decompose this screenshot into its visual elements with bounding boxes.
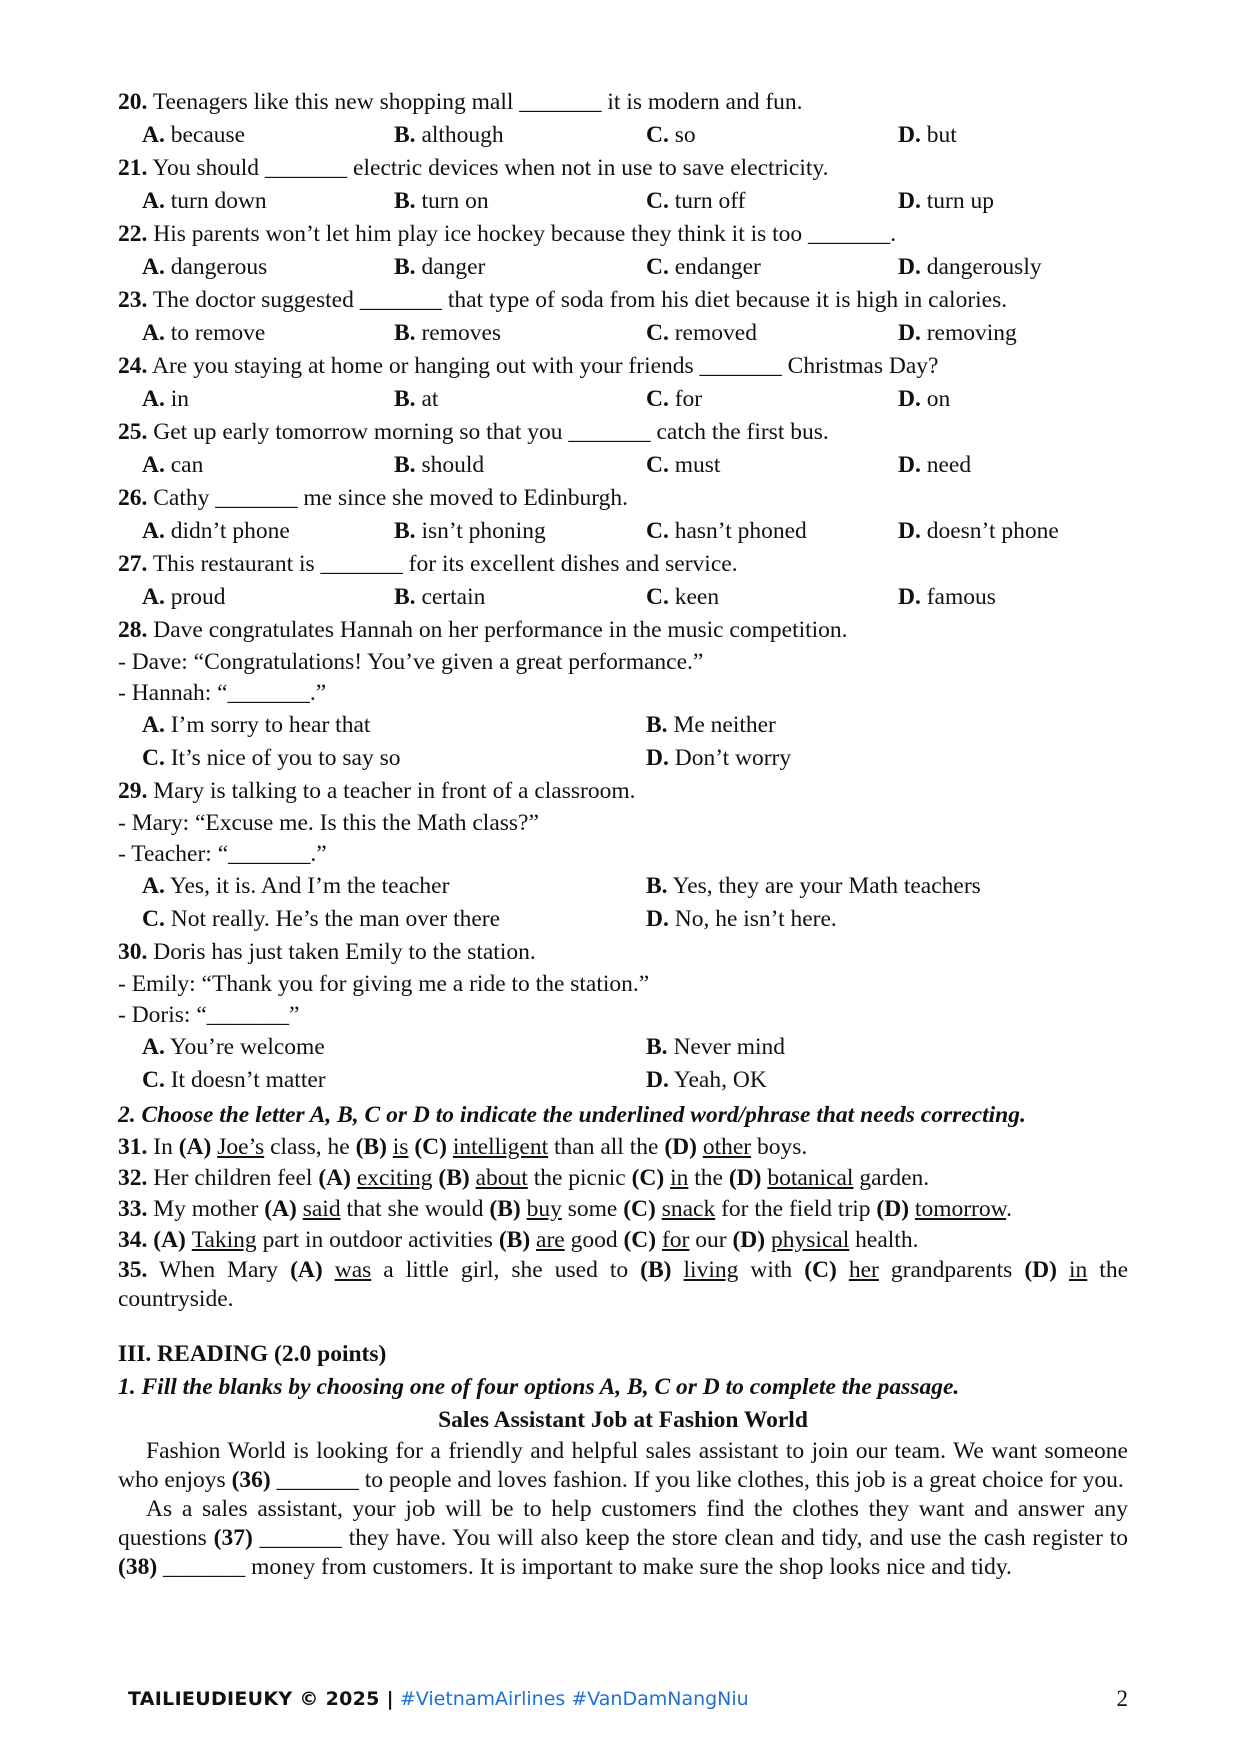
sentence-text: part in outdoor activities <box>256 1227 499 1253</box>
option-text: Not really. He’s the man over there <box>170 906 501 932</box>
error-instruction: 2. Choose the letter A, B, C or D to indicate the underlined word/phrase that needs correcting. <box>118 1102 1026 1128</box>
question-stem <box>118 86 1128 119</box>
option-letter: C. <box>646 122 669 148</box>
sentence-text: grandparents <box>878 1257 1025 1283</box>
options-row <box>118 383 1128 416</box>
underlined-word: are <box>536 1227 565 1253</box>
answer-option <box>142 742 646 775</box>
option-letter: A. <box>142 122 165 148</box>
dialogue-line: - Mary: “Excuse me. Is this the Math class?” <box>118 810 539 836</box>
options-row <box>118 903 1128 936</box>
sentence-text: for the field trip <box>715 1196 877 1222</box>
option-letter: D. <box>898 320 921 346</box>
sentence-text: good <box>564 1227 624 1253</box>
option-text: Yes, it is. And I’m the teacher <box>169 873 450 899</box>
passage-paragraph <box>118 1495 1128 1582</box>
option-text: danger <box>421 254 486 280</box>
error-question <box>118 1194 1128 1225</box>
answer-option <box>898 581 1150 614</box>
option-letter: B. <box>394 386 416 412</box>
option-text: It’s nice of you to say so <box>170 745 401 771</box>
option-marker: (38) <box>118 1554 158 1580</box>
answer-option <box>142 581 394 614</box>
answer-option <box>646 581 898 614</box>
underlined-word: said <box>302 1196 341 1222</box>
options-row <box>118 581 1128 614</box>
option-marker: (C) <box>623 1227 662 1253</box>
options-row <box>118 709 1128 742</box>
option-letter: D. <box>898 518 921 544</box>
answer-option <box>142 383 394 416</box>
option-text: although <box>421 122 504 148</box>
options-row <box>118 185 1128 218</box>
option-marker: (A) <box>153 1227 192 1253</box>
dialogue-line: - Hannah: “_______.” <box>118 680 327 706</box>
question-text: Get up early tomorrow morning so that you _______ catch the first bus. <box>153 419 829 445</box>
question-number: 21. <box>118 155 148 181</box>
answer-option <box>898 515 1150 548</box>
option-text: at <box>421 386 439 412</box>
options-row <box>118 317 1128 350</box>
option-text: to remove <box>170 320 266 346</box>
option-text: I’m sorry to hear that <box>170 712 371 738</box>
option-letter: B. <box>646 1034 668 1060</box>
underlined-word: in <box>1068 1257 1088 1283</box>
answer-option <box>142 515 394 548</box>
option-letter: B. <box>394 584 416 610</box>
question-text: You should _______ electric devices when not in use to save electricity. <box>152 155 829 181</box>
option-letter: D. <box>646 745 669 771</box>
option-text: dangerously <box>926 254 1042 280</box>
options-row <box>118 1064 1128 1097</box>
option-text: dangerous <box>170 254 268 280</box>
option-letter: A. <box>142 386 165 412</box>
options-row <box>118 515 1128 548</box>
underlined-word: buy <box>526 1196 562 1222</box>
sentence-text: health. <box>849 1227 919 1253</box>
question-number: 22. <box>118 221 148 247</box>
underlined-word: Taking <box>191 1227 257 1253</box>
options-row <box>118 251 1128 284</box>
options-row <box>118 1031 1128 1064</box>
answer-option <box>898 185 1150 218</box>
answer-option <box>646 449 898 482</box>
sentence-text: our <box>689 1227 733 1253</box>
question-number: 34. <box>118 1227 148 1253</box>
option-letter: C. <box>142 1067 165 1093</box>
sentence-text: As a sales assistant, your job will be to help customers find the clothes they want and answer any questions <box>118 1496 1128 1551</box>
option-marker: (D) <box>1024 1257 1069 1283</box>
question-text: This restaurant is _______ for its excellent dishes and service. <box>152 551 738 577</box>
option-letter: B. <box>394 254 416 280</box>
option-text: should <box>421 452 485 478</box>
dialogue-line: - Dave: “Congratulations! You’ve given a great performance.” <box>118 649 704 675</box>
question-text: Doris has just taken Emily to the station. <box>153 939 536 965</box>
question-number: 31. <box>118 1134 148 1160</box>
option-letter: C. <box>142 906 165 932</box>
sentence-text: Her children feel <box>153 1165 319 1191</box>
option-letter: C. <box>646 254 669 280</box>
option-text: removed <box>674 320 757 346</box>
option-letter: A. <box>142 188 165 214</box>
option-letter: D. <box>898 386 921 412</box>
sentence-text: some <box>561 1196 624 1222</box>
answer-option <box>142 185 394 218</box>
question-stem <box>118 775 1128 808</box>
option-marker: (A) <box>318 1165 357 1191</box>
option-text: Yes, they are your Math teachers <box>672 873 981 899</box>
option-text: You’re welcome <box>169 1034 325 1060</box>
question-text: Are you staying at home or hanging out with your friends _______ Christmas Day? <box>151 353 939 379</box>
option-marker: (D) <box>664 1134 703 1160</box>
answer-option <box>394 317 646 350</box>
option-letter: A. <box>142 584 165 610</box>
sentence-text: _______ they have. You will also keep the store clean and tidy, and use the cash register to <box>252 1525 1129 1551</box>
option-text: keen <box>674 584 720 610</box>
option-text: Me neither <box>673 712 776 738</box>
option-text: for <box>674 386 703 412</box>
answer-option <box>142 903 646 936</box>
option-letter: D. <box>898 584 921 610</box>
reading-instruction: 1. Fill the blanks by choosing one of four options A, B, C or D to complete the passage. <box>118 1374 960 1400</box>
error-question <box>118 1225 1128 1256</box>
option-marker: (B) <box>438 1165 476 1191</box>
option-letter: B. <box>394 188 416 214</box>
question-stem <box>118 218 1128 251</box>
sentence-text: with <box>738 1257 805 1283</box>
question-stem <box>118 416 1128 449</box>
question-text: Cathy _______ me since she moved to Edinburgh. <box>153 485 628 511</box>
passage-paragraph <box>118 1437 1128 1495</box>
option-letter: C. <box>646 188 669 214</box>
answer-option <box>394 515 646 548</box>
options-row <box>118 870 1128 903</box>
question-stem <box>118 482 1128 515</box>
underlined-word: was <box>334 1257 372 1283</box>
question-text: Teenagers like this new shopping mall _______ it is modern and fun. <box>152 89 803 115</box>
question-number: 20. <box>118 89 148 115</box>
option-text: turn on <box>421 188 489 214</box>
option-marker: (D) <box>732 1227 771 1253</box>
option-text: on <box>926 386 951 412</box>
option-text: hasn’t phoned <box>674 518 807 544</box>
option-text: need <box>926 452 972 478</box>
reading-heading: III. READING (2.0 points) <box>118 1341 387 1367</box>
option-letter: C. <box>646 584 669 610</box>
answer-option <box>646 317 898 350</box>
option-marker: (36) <box>231 1467 271 1493</box>
option-text: Don’t worry <box>674 745 792 771</box>
option-marker: (B) <box>489 1196 527 1222</box>
answer-option <box>394 119 646 152</box>
answer-option <box>394 449 646 482</box>
underlined-word: Joe’s <box>217 1134 265 1160</box>
question-number: 27. <box>118 551 148 577</box>
answer-option <box>646 1031 1146 1064</box>
option-letter: B. <box>394 518 416 544</box>
sentence-text: class, he <box>264 1134 356 1160</box>
option-marker: (C) <box>631 1165 671 1191</box>
option-marker: (C) <box>414 1134 453 1160</box>
underlined-word: in <box>670 1165 689 1191</box>
option-marker: (C) <box>804 1257 849 1283</box>
question-number: 32. <box>118 1165 148 1191</box>
answer-option <box>646 742 1146 775</box>
option-letter: B. <box>394 122 416 148</box>
question-stem <box>118 152 1128 185</box>
question-stem <box>118 284 1128 317</box>
option-text: proud <box>170 584 226 610</box>
option-text: Never mind <box>673 1034 786 1060</box>
answer-option <box>142 251 394 284</box>
sentence-text: that she would <box>340 1196 490 1222</box>
sentence-text: boys. <box>751 1134 808 1160</box>
underlined-word: tomorrow <box>914 1196 1007 1222</box>
answer-option <box>394 581 646 614</box>
sentence-text: garden. <box>853 1165 930 1191</box>
sentence-text: When Mary <box>158 1257 291 1283</box>
answer-option <box>142 449 394 482</box>
page-content <box>118 86 1128 1582</box>
underlined-word: physical <box>770 1227 850 1253</box>
option-marker: (B) <box>355 1134 393 1160</box>
option-letter: C. <box>646 518 669 544</box>
option-text: because <box>170 122 246 148</box>
sentence-text: My mother <box>153 1196 265 1222</box>
option-text: Yeah, OK <box>673 1067 767 1093</box>
option-text: in <box>170 386 190 412</box>
question-number: 29. <box>118 778 148 804</box>
option-marker: (C) <box>623 1196 662 1222</box>
option-text: didn’t phone <box>170 518 290 544</box>
underlined-word: is <box>392 1134 409 1160</box>
option-letter: D. <box>646 906 669 932</box>
question-number: 23. <box>118 287 148 313</box>
underlined-word: intelligent <box>452 1134 549 1160</box>
option-text: turn up <box>926 188 994 214</box>
mcq-section <box>118 86 1128 614</box>
option-marker: (B) <box>640 1257 684 1283</box>
error-section <box>118 1132 1128 1314</box>
option-letter: D. <box>646 1067 669 1093</box>
option-letter: D. <box>898 188 921 214</box>
answer-option <box>142 119 394 152</box>
question-text: The doctor suggested _______ that type of soda from his diet because it is high in calories. <box>152 287 1008 313</box>
option-letter: C. <box>142 745 165 771</box>
answer-option <box>646 119 898 152</box>
question-number: 25. <box>118 419 148 445</box>
option-text: No, he isn’t here. <box>674 906 837 932</box>
answer-option <box>646 709 1146 742</box>
options-row <box>118 119 1128 152</box>
sentence-text: _______ money from customers. It is important to make sure the shop looks nice and tidy. <box>157 1554 1012 1580</box>
sentence-text: In <box>153 1134 179 1160</box>
option-letter: A. <box>142 254 165 280</box>
question-number: 28. <box>118 617 148 643</box>
sentence-text: _______ to people and loves fashion. If you like clothes, this job is a great choice for you. <box>270 1467 1124 1493</box>
question-number: 24. <box>118 353 148 379</box>
answer-option <box>646 251 898 284</box>
option-marker: (A) <box>290 1257 335 1283</box>
error-question <box>118 1132 1128 1163</box>
option-text: but <box>926 122 957 148</box>
question-stem <box>118 936 1128 969</box>
question-number: 26. <box>118 485 148 511</box>
answer-option <box>898 383 1150 416</box>
answer-option <box>142 870 646 903</box>
option-text: must <box>674 452 721 478</box>
underlined-word: about <box>475 1165 528 1191</box>
question-stem <box>118 350 1128 383</box>
option-letter: C. <box>646 386 669 412</box>
option-letter: A. <box>142 452 165 478</box>
option-letter: C. <box>646 452 669 478</box>
underlined-word: exciting <box>356 1165 433 1191</box>
answer-option <box>898 119 1150 152</box>
option-marker: (A) <box>178 1134 218 1160</box>
dialogue-line: - Emily: “Thank you for giving me a ride to the station.” <box>118 971 650 997</box>
option-letter: B. <box>646 873 668 899</box>
sentence-text: Fashion World is looking for a friendly and helpful sales assistant to join our team. We want someone who enjoys <box>118 1438 1128 1493</box>
answer-option <box>646 903 1146 936</box>
underlined-word: botanical <box>767 1165 854 1191</box>
option-letter: A. <box>142 1034 165 1060</box>
option-letter: A. <box>142 712 165 738</box>
underlined-word: for <box>661 1227 690 1253</box>
sentence-text: the <box>688 1165 729 1191</box>
option-text: certain <box>421 584 486 610</box>
answer-option <box>898 449 1150 482</box>
option-letter: B. <box>646 712 668 738</box>
question-stem <box>118 614 1128 647</box>
answer-option <box>142 317 394 350</box>
option-text: It doesn’t matter <box>170 1067 326 1093</box>
sentence-text: than all the <box>548 1134 665 1160</box>
answer-option <box>646 870 1146 903</box>
answer-option <box>646 515 898 548</box>
answer-option <box>898 317 1150 350</box>
footer <box>128 1688 1128 1718</box>
sentence-text: the picnic <box>527 1165 632 1191</box>
option-letter: A. <box>142 873 165 899</box>
underlined-word: snack <box>661 1196 716 1222</box>
options-row <box>118 742 1128 775</box>
option-text: famous <box>926 584 996 610</box>
option-marker: (D) <box>876 1196 915 1222</box>
answer-option <box>646 185 898 218</box>
options-row <box>118 449 1128 482</box>
footer-hashtags: #VietnamAirlines #VanDamNangNiu <box>399 1688 749 1710</box>
dialogue-line: - Teacher: “_______.” <box>118 841 327 867</box>
option-letter: C. <box>646 320 669 346</box>
error-question <box>118 1163 1128 1194</box>
passage <box>118 1437 1128 1582</box>
option-letter: A. <box>142 518 165 544</box>
option-text: removing <box>926 320 1017 346</box>
sentence-text: the countryside. <box>118 1257 1129 1312</box>
question-stem <box>118 548 1128 581</box>
sentence-text: . <box>1006 1196 1012 1222</box>
option-letter: D. <box>898 254 921 280</box>
option-letter: A. <box>142 320 165 346</box>
option-text: so <box>674 122 696 148</box>
answer-option <box>394 383 646 416</box>
question-text: Mary is talking to a teacher in front of a classroom. <box>153 778 636 804</box>
option-text: endanger <box>674 254 761 280</box>
question-number: 35. <box>118 1257 148 1283</box>
question-text: His parents won’t let him play ice hockey because they think it is too _______. <box>153 221 897 247</box>
option-marker: (37) <box>213 1525 253 1551</box>
option-marker: (A) <box>264 1196 303 1222</box>
footer-brand: TAILIEUDIEUKY © 2025 | <box>128 1688 394 1710</box>
option-text: can <box>170 452 204 478</box>
answer-option <box>646 383 898 416</box>
passage-title: Sales Assistant Job at Fashion World <box>438 1407 808 1433</box>
sentence-text: a little girl, she used to <box>371 1257 641 1283</box>
answer-option <box>394 185 646 218</box>
option-text: doesn’t phone <box>926 518 1059 544</box>
dialogue-line: - Doris: “_______” <box>118 1002 300 1028</box>
option-letter: D. <box>898 452 921 478</box>
answer-option <box>898 251 1150 284</box>
answer-option <box>142 709 646 742</box>
answer-option <box>394 251 646 284</box>
option-letter: D. <box>898 122 921 148</box>
option-text: turn down <box>170 188 267 214</box>
option-letter: B. <box>394 452 416 478</box>
underlined-word: her <box>848 1257 879 1283</box>
option-letter: B. <box>394 320 416 346</box>
option-text: isn’t phoning <box>421 518 546 544</box>
page-number: 2 <box>1116 1686 1128 1711</box>
error-question <box>118 1256 1128 1314</box>
question-text: Dave congratulates Hannah on her performance in the music competition. <box>153 617 848 643</box>
dialogue-section <box>118 614 1128 1097</box>
underlined-word: other <box>702 1134 752 1160</box>
question-number: 30. <box>118 939 148 965</box>
option-marker: (B) <box>498 1227 537 1253</box>
answer-option <box>142 1064 646 1097</box>
underlined-word: living <box>683 1257 739 1283</box>
question-number: 33. <box>118 1196 148 1222</box>
answer-option <box>142 1031 646 1064</box>
option-marker: (D) <box>728 1165 768 1191</box>
answer-option <box>646 1064 1146 1097</box>
option-text: turn off <box>674 188 746 214</box>
option-text: removes <box>421 320 502 346</box>
